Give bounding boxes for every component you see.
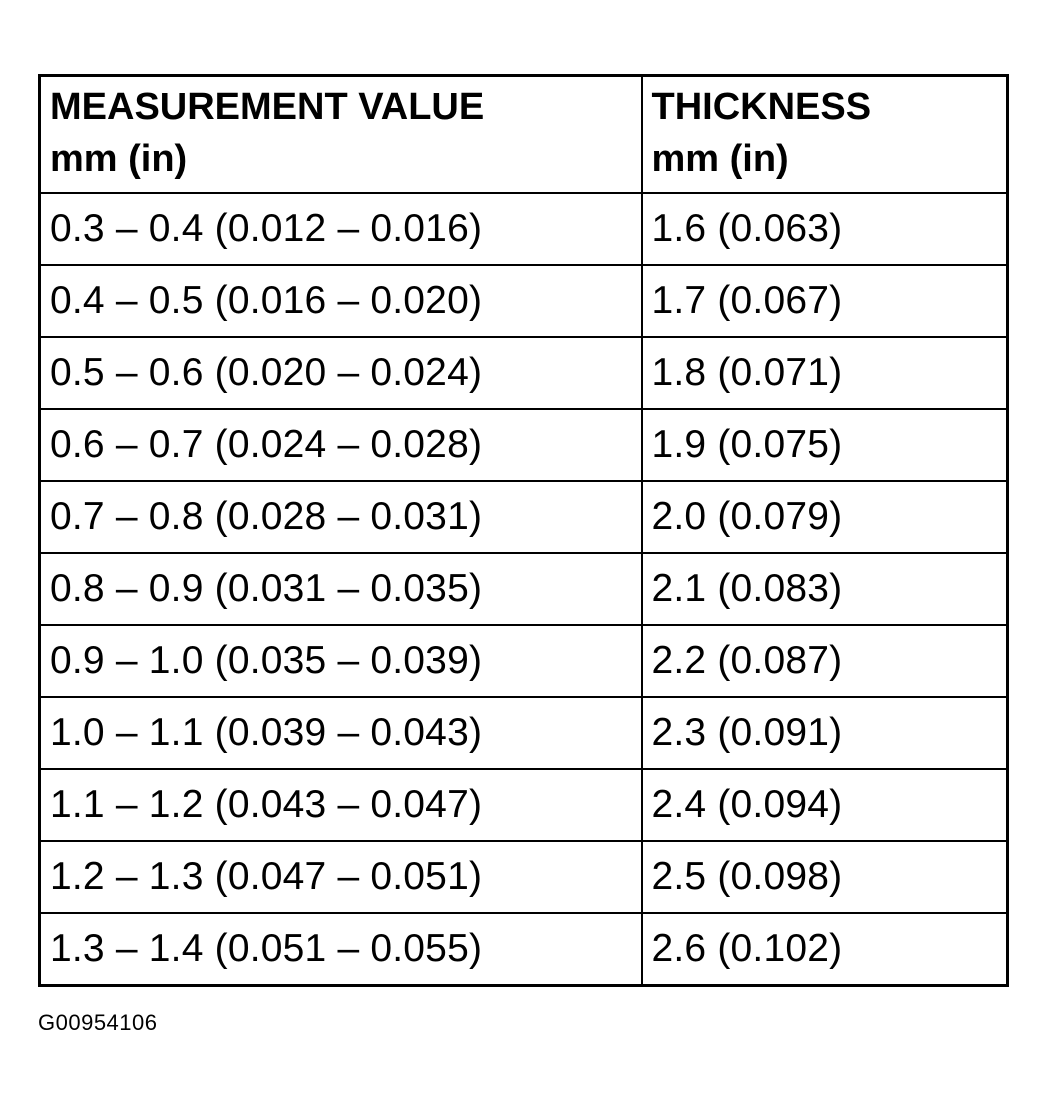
table-row: [40, 769, 1008, 841]
table-row: [40, 193, 1008, 265]
thickness-cell: 1.8 (0.071): [642, 337, 1008, 409]
thickness-cell: 2.5 (0.098): [642, 841, 1008, 913]
table-row: [40, 697, 1008, 769]
measurement-value-cell: 0.3 – 0.4 (0.012 – 0.016): [40, 193, 642, 265]
table-header-row: [40, 76, 1008, 193]
table-row: [40, 553, 1008, 625]
measurement-value-cell: 0.5 – 0.6 (0.020 – 0.024): [40, 337, 642, 409]
table-row: [40, 841, 1008, 913]
table-row: [40, 337, 1008, 409]
measurement-value-cell: 0.7 – 0.8 (0.028 – 0.031): [40, 481, 642, 553]
figure-id: G00954106: [38, 1010, 158, 1035]
column-header-unit: mm (in): [50, 138, 188, 180]
measurement-value-cell: 0.8 – 0.9 (0.031 – 0.035): [40, 553, 642, 625]
measurement-value-cell: 1.0 – 1.1 (0.039 – 0.043): [40, 697, 642, 769]
shim-thickness-table: [38, 74, 1009, 987]
measurement-value-cell: 0.9 – 1.0 (0.035 – 0.039): [40, 625, 642, 697]
column-header-title: THICKNESS: [651, 86, 872, 128]
measurement-value-cell: 0.4 – 0.5 (0.016 – 0.020): [40, 265, 642, 337]
table-row: [40, 409, 1008, 481]
column-header-measurement: [40, 76, 642, 193]
measurement-value-cell: 0.6 – 0.7 (0.024 – 0.028): [40, 409, 642, 481]
thickness-cell: 2.1 (0.083): [642, 553, 1008, 625]
table-row: [40, 265, 1008, 337]
thickness-cell: 1.6 (0.063): [642, 193, 1008, 265]
table-body: [40, 193, 1008, 986]
column-header-title: MEASUREMENT VALUE: [50, 86, 485, 128]
measurement-value-cell: 1.3 – 1.4 (0.051 – 0.055): [40, 913, 642, 986]
thickness-cell: 2.3 (0.091): [642, 697, 1008, 769]
table-row: [40, 625, 1008, 697]
thickness-cell: 2.4 (0.094): [642, 769, 1008, 841]
thickness-cell: 1.9 (0.075): [642, 409, 1008, 481]
thickness-cell: 2.2 (0.087): [642, 625, 1008, 697]
thickness-cell: 2.0 (0.079): [642, 481, 1008, 553]
column-header-thickness: [642, 76, 1008, 193]
thickness-cell: 1.7 (0.067): [642, 265, 1008, 337]
column-header-unit: mm (in): [651, 138, 789, 180]
thickness-cell: 2.6 (0.102): [642, 913, 1008, 986]
measurement-value-cell: 1.2 – 1.3 (0.047 – 0.051): [40, 841, 642, 913]
table-row: [40, 481, 1008, 553]
table-row: [40, 913, 1008, 986]
measurement-value-cell: 1.1 – 1.2 (0.043 – 0.047): [40, 769, 642, 841]
